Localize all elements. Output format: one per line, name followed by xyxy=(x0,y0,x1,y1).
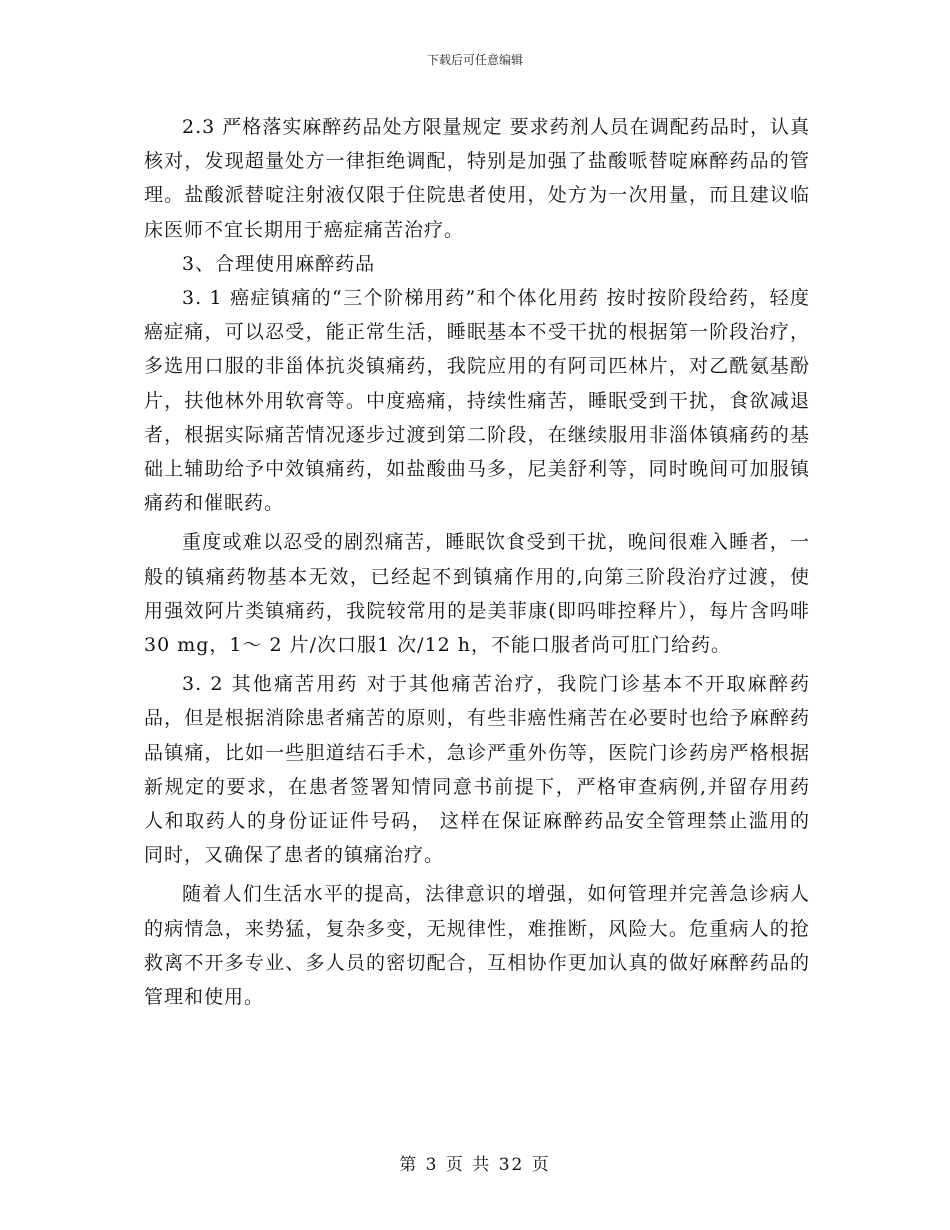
page-footer: 第 3 页 共 32 页 xyxy=(399,1155,551,1175)
paragraph-other-pain: 3. 2 其他痛苦用药 对于其他痛苦治疗，我院门诊基本不开取麻醉药品，但是根据消除患者痛苦的原则，有些非癌性痛苦在必要时也给予麻醉药品镇痛，比如一些胆道结石手术，急诊严重外伤等，医院门诊药房严格根据新规定的要求，在患者签署知情同意书前提下，严格审查病例,并留存用药人和取药人的身份证证件号码， 这样在保证麻醉药品安全管理禁止滥用的同时，又确保了患者的镇痛治疗。 xyxy=(144,673,810,867)
paragraph-conclusion: 随着人们生活水平的提高，法律意识的增强，如何管理并完善急诊病人的病情急，来势猛，复杂多变，无规律性，难推断，风险大。危重病人的抢救离不开多专业、多人员的密切配合，互相协作更加认真的做好麻醉药品的管理和使用。 xyxy=(144,883,810,1009)
page-header: 下载后可任意编辑 xyxy=(426,53,523,67)
section-heading-rational-use: 3、合理使用麻醉药品 xyxy=(182,252,376,275)
paragraph-prescription-limits: 2.3 严格落实麻醉药品处方限量规定 要求药剂人员在调配药品时，认真核对，发现超量处方一律拒绝调配，特别是加强了盐酸哌替啶麻醉药品的管理。盐酸派替啶注射液仅限于住院患者使用，处方为一次用量，而且建议临床医师不宜长期用于癌症痛苦治疗。 xyxy=(144,116,810,241)
document-body xyxy=(144,110,810,1014)
paragraph-severe-pain: 重度或难以忍受的剧烈痛苦，睡眠饮食受到干扰，晚间很难入睡者，一般的镇痛药物基本无效，已经起不到镇痛作用的,向第三阶段治疗过渡，使用强效阿片类镇痛药，我院较常用的是美菲康(即吗啡控释片），每片含吗啡30 mg，1～ 2 片/次口服1 次/12 h，不能口服者尚可肛门给药。 xyxy=(144,531,810,657)
paragraph-three-step-analgesia: 3. 1 癌症镇痛的“三个阶梯用药”和个体化用药 按时按阶段给药，轻度癌症痛，可以忍受，能正常生活，睡眠基本不受干扰的根据第一阶段治疗，多选用口服的非甾体抗炎镇痛药，我院应用的有阿司匹林片，对乙酰氨基酚片，扶他林外用软膏等。中度癌痛，持续性痛苦，睡眠受到干扰，食欲减退者，根据实际痛苦情况逐步过渡到第二阶段，在继续服用非淄体镇痛药的基础上辅助给予中效镇痛药，如盐酸曲马多，尼美舒利等，同时晚间可加服镇痛药和催眠药。 xyxy=(144,287,810,515)
